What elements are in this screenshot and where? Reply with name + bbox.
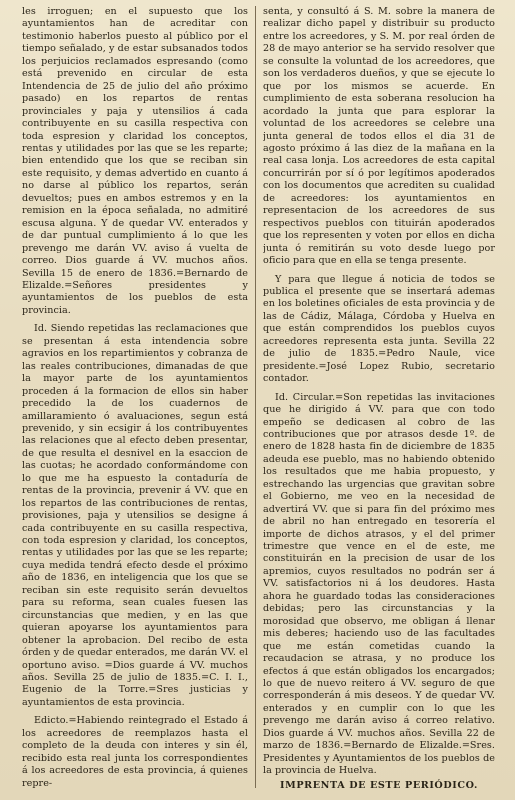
left-paragraph-1: les irroguen; en el supuesto que los ayuntamientos han de acreditar con testimonio haberlos puesto al público por el tiempo señalado, y de estar subsanados todos los perjuicios reclamados espresando (como está prevenido en circular de esta Intendencia de 25 de julio del año próximo pasado) en los repartos de rentas provinciales y paja y utensilios á cada contribuyente en su casilla respectiva con toda espresion y claridad los conceptos, rentas y utilidades por las que se les reparte; bien entendido que los que se reciban sin este requisito, y demas advertido en cuanto á no darse al público los repartos, serán devueltos; pues en ambos estremos y en la remision en la época señalada, no admitiré escusa alguna. Y de quedar VV. enterados y de dar puntual cumplimiento á lo que les prevengo me darán VV. aviso á vuelta de correo. Dios guarde á VV. muchos años. Sevilla 15 de enero de 1836.=Bernardo de Elizalde.=Señores presidentes y ayuntamientos de los pueblos de esta provincia. — [22, 6, 248, 316]
right-column — [263, 6, 495, 792]
left-paragraph-2: Id. Siendo repetidas las reclamaciones que se presentan á esta intendencia sobre agravios en los repartimientos y cobranza de las reales contribuciones, dimanadas de que la mayor parte de los ayuntamientos proceden á la formacion de ellos sin haber precedido la de los cuadernos de amillaramiento ó avaluaciones, segun está prevenido, y sin ecsigir á los contribuyentes las relaciones que al efecto deben presentar, de que resulta el desnivel en la esaccion de las cuotas; he acordado conformándome con lo que me ha espuesto la contaduría de rentas de la provincia, prevenir á VV. que en los repartos de las contribuciones de rentas, provisiones, paja y utensilios se designe á cada contribuyente en su casilla respectiva, con toda espresion y claridad, los conceptos, rentas y utilidades por las que se les reparte; cuya medida tendrá efecto desde el próximo año de 1836, en inteligencia que los que se reciban sin este requisito serán devueltos para su reforma, sean cuales fuesen las circunstancias que medien, y en las que quieran apoyarse los ayuntamientos para obtener la aprobacion. Del recibo de esta órden y de quedar enterados, me darán VV. el oportuno aviso. =Dios guarde á VV. muchos años. Sevilla 25 de julio de 1835.=C. I. I., Eugenio de la Torre.=Sres justicias y ayuntamientos de esta provincia. — [22, 323, 248, 708]
imprint-line: IMPRENTA DE ESTE PERIÓDICO. — [280, 779, 478, 791]
right-paragraph-3: Id. Circular.=Son repetidas las invitaciones que he dirigido á VV. para que con todo empeño se dedicasen al cobro de las contribuciones que por atrasos desde 1º. de enero de 1828 hasta fin de diciembre de 1835 adeuda ese pueblo, mas no habiendo obtenido los resultados que me habia propuesto, y estrechando las urgencias que gravitan sobre el Gobierno, me veo en la necesidad de advertirá VV. que si para fin del próximo mes de abril no han entregado en tesorería el importe de dichos atrasos, y el del primer trimestre que vence en el de este, me constituirán en la precision de usar de los apremios, cuyos resultados no podrán ser á VV. satisfactorios ni á los deudores. Hasta ahora he guardado todas las consideraciones debidas; pero las circunstancias y la morosidad que observo, me obligan á llenar mis deberes; haciendo uso de las facultades que me están cometidas cuando la recaudacion se atrasa, y no produce los efectos á que están obligados los encargados; lo que de nuevo reitero á VV. seguro de que corresponderán á mis deseos. Y de quedar VV. enterados y en cumplir con lo que les prevengo me darán aviso á correo relativo. Dios guarde á VV. muchos años. Sevilla 22 de marzo de 1836.=Bernardo de Elizalde.=Sres. Presidentes y Ayuntamientos de los pueblos de la provincia de Huelva. — [263, 391, 495, 777]
right-paragraph-1: senta, y consultó á S. M. sobre la manera de realizar dicho papel y distribuir su producto entre los acreedores, y S. M. por real órden de 28 de mayo anterior se ha servido resolver que se consulte la voluntad de los acreedores, que son los verdaderos dueños, y que se ejecute lo que por los mismos se acuerde. En cumplimiento de esta soberana resolucion ha acordado la junta que para esplorar la voluntad de los acreedores se celebre una junta general de todos ellos el dia 31 de agosto próximo á las diez de la mañana en la real casa lonja. Los acreedores de esta capital concurrirán por sí ó por legítimos apoderados con los documentos que acrediten su cualidad de acreedores: los ayuntamientos en representacion de los acreedores de sus respectivos pueblos con tituirán apoderados que los representen y voten por ellos en dicha junta ó remitirán su voto desde luego por oficio para que en ella se tenga presente. — [263, 6, 495, 267]
column-divider — [255, 6, 256, 788]
left-column — [22, 6, 248, 792]
right-paragraph-2: Y para que llegue á noticia de todos se publica el presente que se insertará ademas en los boletines oficiales de esta provincia y de las de Cádiz, Málaga, Córdoba y Huelva en que están comprendidos los pueblos cuyos acreedores representa esta junta. Sevilla 22 de julio de 1835.=Pedro Naule, vice presidente.=José Lopez Rubio, secretario contador. — [263, 273, 495, 385]
left-paragraph-3: Edicto.=Habiendo reintegrado el Estado á los acreedores de reemplazos hasta el completo de la deuda con interes y sin él, recibido esta real junta los correspondientes á los acreedores de esta provincia, á quienes repre- — [22, 715, 248, 789]
